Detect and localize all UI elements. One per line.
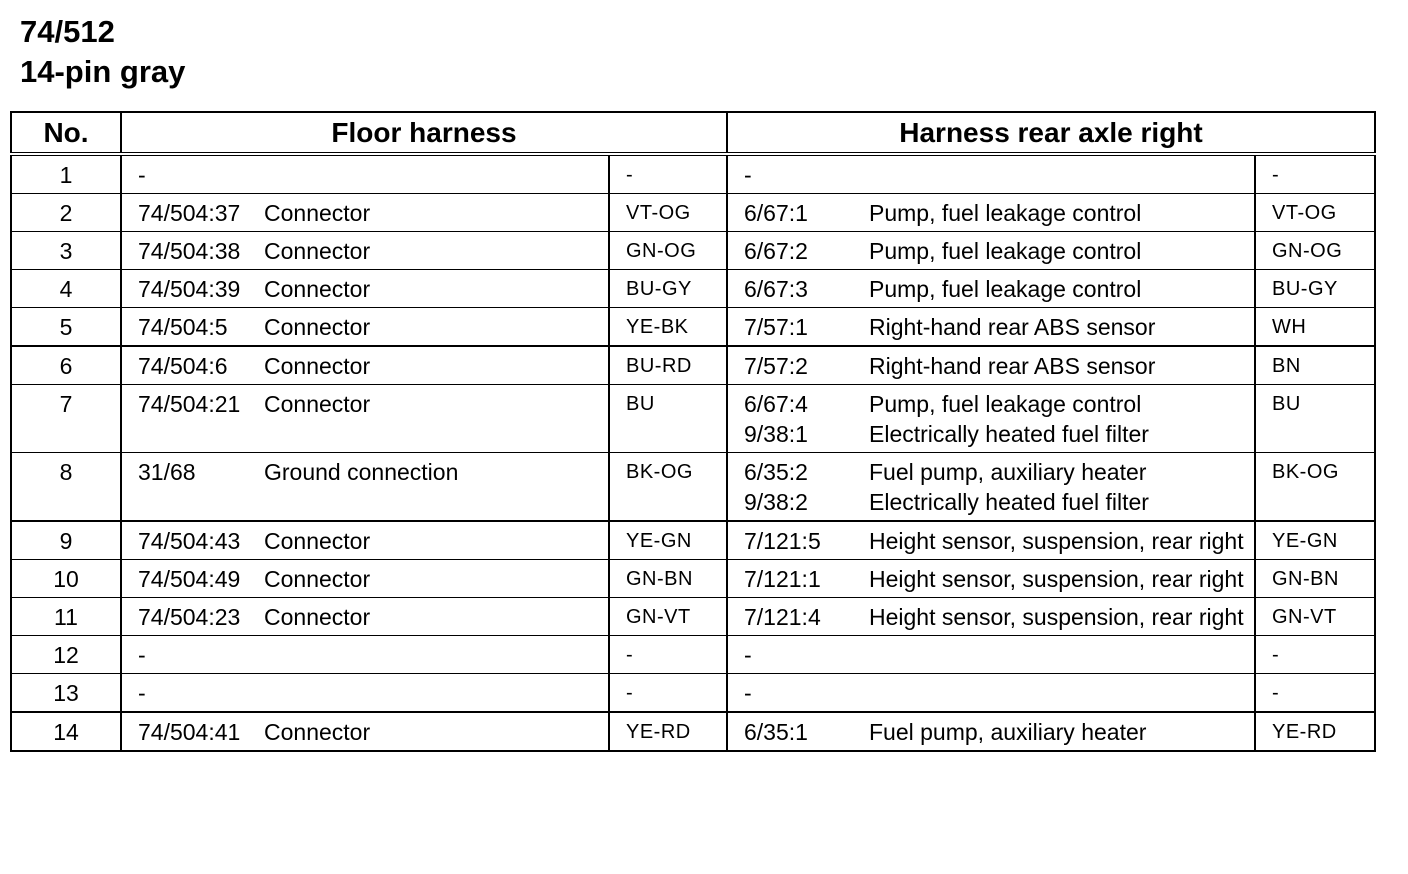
rear-axle-ref-line: 6/35:2 (744, 459, 808, 485)
rear-axle-ref (727, 308, 869, 347)
floor-harness-desc: Connector (264, 346, 609, 385)
rear-axle-desc-line: Fuel pump, auxiliary heater (869, 719, 1147, 745)
pin-number: 6 (11, 346, 121, 385)
rear-axle-desc-line: Electrically heated fuel filter (869, 489, 1149, 515)
rear-axle-ref-line: 6/67:1 (744, 200, 808, 226)
rear-axle-wire-color: BU (1255, 385, 1375, 453)
floor-harness-wire-color: GN-VT (609, 598, 727, 636)
table-row (11, 346, 1375, 385)
pin-number: 10 (11, 560, 121, 598)
rear-axle-desc (869, 346, 1255, 385)
header-harness-rear-axle-right: Harness rear axle right (727, 112, 1375, 154)
table-row (11, 308, 1375, 347)
rear-axle-desc-line: Pump, fuel leakage control (869, 391, 1142, 417)
rear-axle-desc-line: Pump, fuel leakage control (869, 238, 1142, 264)
rear-axle-desc (869, 674, 1255, 713)
rear-axle-desc-line: Fuel pump, auxiliary heater (869, 459, 1147, 485)
floor-harness-ref: 31/68 (121, 453, 264, 522)
table-row (11, 521, 1375, 560)
floor-harness-ref: - (121, 154, 264, 194)
pin-number: 3 (11, 232, 121, 270)
floor-harness-wire-color: BU-RD (609, 346, 727, 385)
floor-harness-ref: - (121, 636, 264, 674)
rear-axle-ref-line: - (744, 162, 752, 188)
floor-harness-desc: Connector (264, 270, 609, 308)
pin-number: 7 (11, 385, 121, 453)
pin-number: 1 (11, 154, 121, 194)
pin-number: 8 (11, 453, 121, 522)
rear-axle-wire-color: - (1255, 154, 1375, 194)
pin-number: 11 (11, 598, 121, 636)
floor-harness-desc: Connector (264, 521, 609, 560)
rear-axle-desc-line: Pump, fuel leakage control (869, 276, 1142, 302)
rear-axle-wire-color: YE-GN (1255, 521, 1375, 560)
rear-axle-ref (727, 712, 869, 751)
floor-harness-ref: 74/504:23 (121, 598, 264, 636)
rear-axle-ref-line: 7/121:4 (744, 604, 821, 630)
table-row (11, 712, 1375, 751)
rear-axle-ref-line: 9/38:2 (744, 489, 808, 515)
floor-harness-wire-color: - (609, 674, 727, 713)
rear-axle-desc (869, 194, 1255, 232)
rear-axle-desc (869, 385, 1255, 453)
rear-axle-desc-line: Right-hand rear ABS sensor (869, 314, 1156, 340)
floor-harness-wire-color: GN-BN (609, 560, 727, 598)
rear-axle-ref-line: 7/57:1 (744, 314, 808, 340)
floor-harness-ref: 74/504:21 (121, 385, 264, 453)
rear-axle-ref-line: 6/67:2 (744, 238, 808, 264)
table-body (11, 154, 1375, 751)
floor-harness-desc: Connector (264, 560, 609, 598)
floor-harness-ref: 74/504:41 (121, 712, 264, 751)
floor-harness-desc: Connector (264, 385, 609, 453)
header-floor-harness: Floor harness (121, 112, 727, 154)
rear-axle-ref (727, 232, 869, 270)
floor-harness-wire-color: BK-OG (609, 453, 727, 522)
rear-axle-wire-color: WH (1255, 308, 1375, 347)
rear-axle-wire-color: GN-VT (1255, 598, 1375, 636)
floor-harness-wire-color: GN-OG (609, 232, 727, 270)
pin-number: 4 (11, 270, 121, 308)
pin-number: 14 (11, 712, 121, 751)
rear-axle-ref (727, 154, 869, 194)
pin-number: 12 (11, 636, 121, 674)
rear-axle-desc-line: Height sensor, suspension, rear right (869, 604, 1244, 630)
floor-harness-ref: 74/504:43 (121, 521, 264, 560)
rear-axle-desc-line: Right-hand rear ABS sensor (869, 353, 1156, 379)
rear-axle-ref-line: 7/121:1 (744, 566, 821, 592)
rear-axle-ref (727, 560, 869, 598)
floor-harness-desc (264, 674, 609, 713)
rear-axle-ref-line: 6/67:3 (744, 276, 808, 302)
rear-axle-wire-color: GN-OG (1255, 232, 1375, 270)
floor-harness-wire-color: YE-GN (609, 521, 727, 560)
rear-axle-ref-line: 6/35:1 (744, 719, 808, 745)
floor-harness-desc: Ground connection (264, 453, 609, 522)
rear-axle-desc-line: Height sensor, suspension, rear right (869, 566, 1244, 592)
pin-number: 5 (11, 308, 121, 347)
rear-axle-ref (727, 598, 869, 636)
pin-number: 2 (11, 194, 121, 232)
floor-harness-wire-color: BU (609, 385, 727, 453)
rear-axle-desc-line: Pump, fuel leakage control (869, 200, 1142, 226)
table-row (11, 674, 1375, 713)
rear-axle-desc (869, 232, 1255, 270)
table-row (11, 598, 1375, 636)
floor-harness-wire-color: BU-GY (609, 270, 727, 308)
table-row (11, 232, 1375, 270)
rear-axle-desc (869, 560, 1255, 598)
floor-harness-wire-color: YE-BK (609, 308, 727, 347)
rear-axle-desc-line: Electrically heated fuel filter (869, 421, 1149, 447)
rear-axle-ref-line: 7/121:5 (744, 528, 821, 554)
rear-axle-wire-color: - (1255, 636, 1375, 674)
floor-harness-ref: 74/504:38 (121, 232, 264, 270)
pin-number: 9 (11, 521, 121, 560)
floor-harness-wire-color: - (609, 636, 727, 674)
rear-axle-ref (727, 385, 869, 453)
rear-axle-desc (869, 598, 1255, 636)
rear-axle-desc (869, 154, 1255, 194)
rear-axle-desc (869, 453, 1255, 522)
table-row (11, 385, 1375, 453)
floor-harness-desc: Connector (264, 194, 609, 232)
connector-id-title: 74/512 (20, 14, 115, 49)
pin-assignment-table (10, 111, 1376, 752)
table-row (11, 154, 1375, 194)
rear-axle-desc (869, 712, 1255, 751)
rear-axle-desc (869, 308, 1255, 347)
floor-harness-wire-color: VT-OG (609, 194, 727, 232)
floor-harness-ref: 74/504:37 (121, 194, 264, 232)
floor-harness-desc: Connector (264, 712, 609, 751)
rear-axle-desc (869, 521, 1255, 560)
rear-axle-wire-color: YE-RD (1255, 712, 1375, 751)
rear-axle-ref (727, 346, 869, 385)
floor-harness-ref: 74/504:39 (121, 270, 264, 308)
rear-axle-ref (727, 453, 869, 522)
pin-number: 13 (11, 674, 121, 713)
floor-harness-ref: 74/504:6 (121, 346, 264, 385)
rear-axle-ref (727, 270, 869, 308)
rear-axle-ref-line: 9/38:1 (744, 421, 808, 447)
rear-axle-wire-color: BK-OG (1255, 453, 1375, 522)
rear-axle-wire-color: - (1255, 674, 1375, 713)
floor-harness-desc: Connector (264, 598, 609, 636)
rear-axle-wire-color: GN-BN (1255, 560, 1375, 598)
rear-axle-desc (869, 270, 1255, 308)
floor-harness-wire-color: YE-RD (609, 712, 727, 751)
floor-harness-desc (264, 636, 609, 674)
table-row (11, 453, 1375, 522)
table-row (11, 636, 1375, 674)
connector-description-title: 14-pin gray (20, 54, 186, 89)
rear-axle-wire-color: VT-OG (1255, 194, 1375, 232)
table-row (11, 560, 1375, 598)
rear-axle-desc (869, 636, 1255, 674)
rear-axle-ref-line: - (744, 642, 752, 668)
table-header-row (11, 112, 1375, 154)
rear-axle-ref-line: 7/57:2 (744, 353, 808, 379)
table-row (11, 270, 1375, 308)
rear-axle-ref (727, 674, 869, 713)
rear-axle-ref-line: - (744, 680, 752, 706)
floor-harness-desc: Connector (264, 308, 609, 347)
rear-axle-desc-line: Height sensor, suspension, rear right (869, 528, 1244, 554)
rear-axle-ref (727, 636, 869, 674)
floor-harness-desc: Connector (264, 232, 609, 270)
floor-harness-wire-color: - (609, 154, 727, 194)
floor-harness-ref: 74/504:49 (121, 560, 264, 598)
rear-axle-wire-color: BN (1255, 346, 1375, 385)
table-row (11, 194, 1375, 232)
floor-harness-desc (264, 154, 609, 194)
rear-axle-ref (727, 194, 869, 232)
rear-axle-ref-line: 6/67:4 (744, 391, 808, 417)
floor-harness-ref: - (121, 674, 264, 713)
floor-harness-ref: 74/504:5 (121, 308, 264, 347)
header-no: No. (11, 112, 121, 154)
rear-axle-ref (727, 521, 869, 560)
rear-axle-wire-color: BU-GY (1255, 270, 1375, 308)
